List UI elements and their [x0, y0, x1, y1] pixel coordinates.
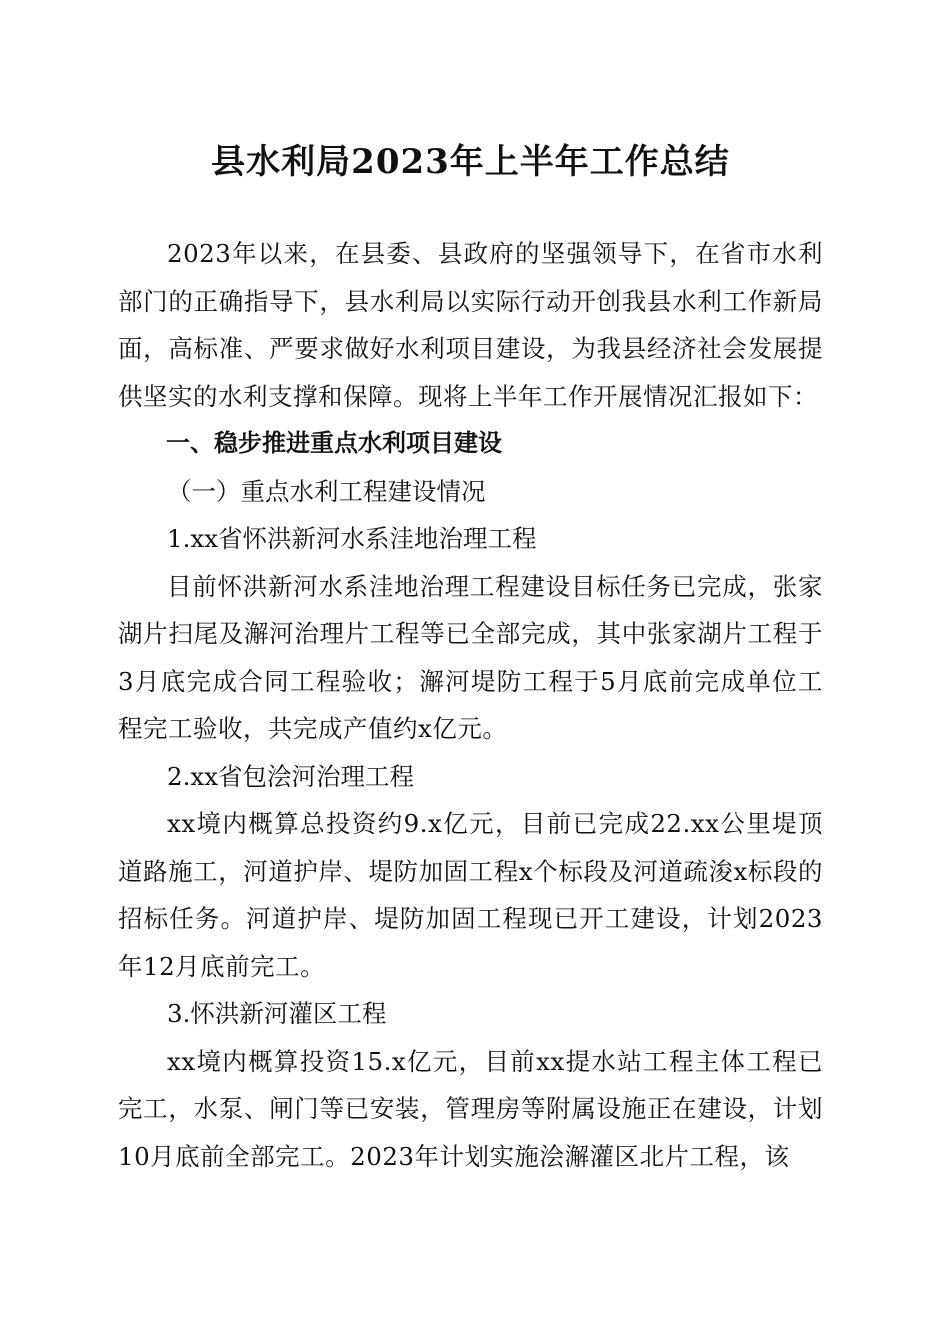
item-heading-1: 1.xx省怀洪新河水系洼地治理工程: [167, 524, 537, 553]
subsection-heading-1: （一）重点水利工程建设情况: [167, 476, 486, 506]
item-paragraph-2: xx境内概算总投资约9.x亿元，目前已完成22.xx公里堤顶道路施工，河道护岸、堤防加固工程x个标段及河道疏浚x标段的招标任务。河道护岸、堤防加固工程现已开工建设，计划2023年12月底前完工。: [118, 809, 823, 981]
intro-paragraph: 2023年以来，在县委、县政府的坚强领导下，在省市水利部门的正确指导下，县水利局以实际行动开创我县水利工作新局面，高标准、严要求做好水利项目建设，为我县经济社会发展提供坚实的水利支撑和保障。现将上半年工作开展情况汇报如下：: [118, 239, 823, 411]
document-body: [118, 230, 823, 1180]
item-heading-2: 2.xx省包浍河治理工程: [167, 761, 415, 791]
item-paragraph-3: xx境内概算投资15.x亿元，目前xx提水站工程主体工程已完工，水泵、闸门等已安装，管理房等附属设施正在建设，计划10月底前全部完工。2023年计划实施浍澥灌区北片工程，该: [118, 1046, 823, 1171]
item-heading-3: 3.怀洪新河灌区工程: [167, 999, 387, 1028]
item-paragraph-1: 目前怀洪新河水系洼地治理工程建设目标任务已完成，张家湖片扫尾及澥河治理片工程等已全部完成，其中张家湖片工程于3月底完成合同工程验收；澥河堤防工程于5月底前完成单位工程完工验收，共完成产值约x亿元。: [118, 571, 823, 743]
section-heading-1: 一、稳步推进重点水利项目建设: [166, 429, 502, 457]
document-title: 县水利局2023年上半年工作总结: [211, 142, 730, 182]
